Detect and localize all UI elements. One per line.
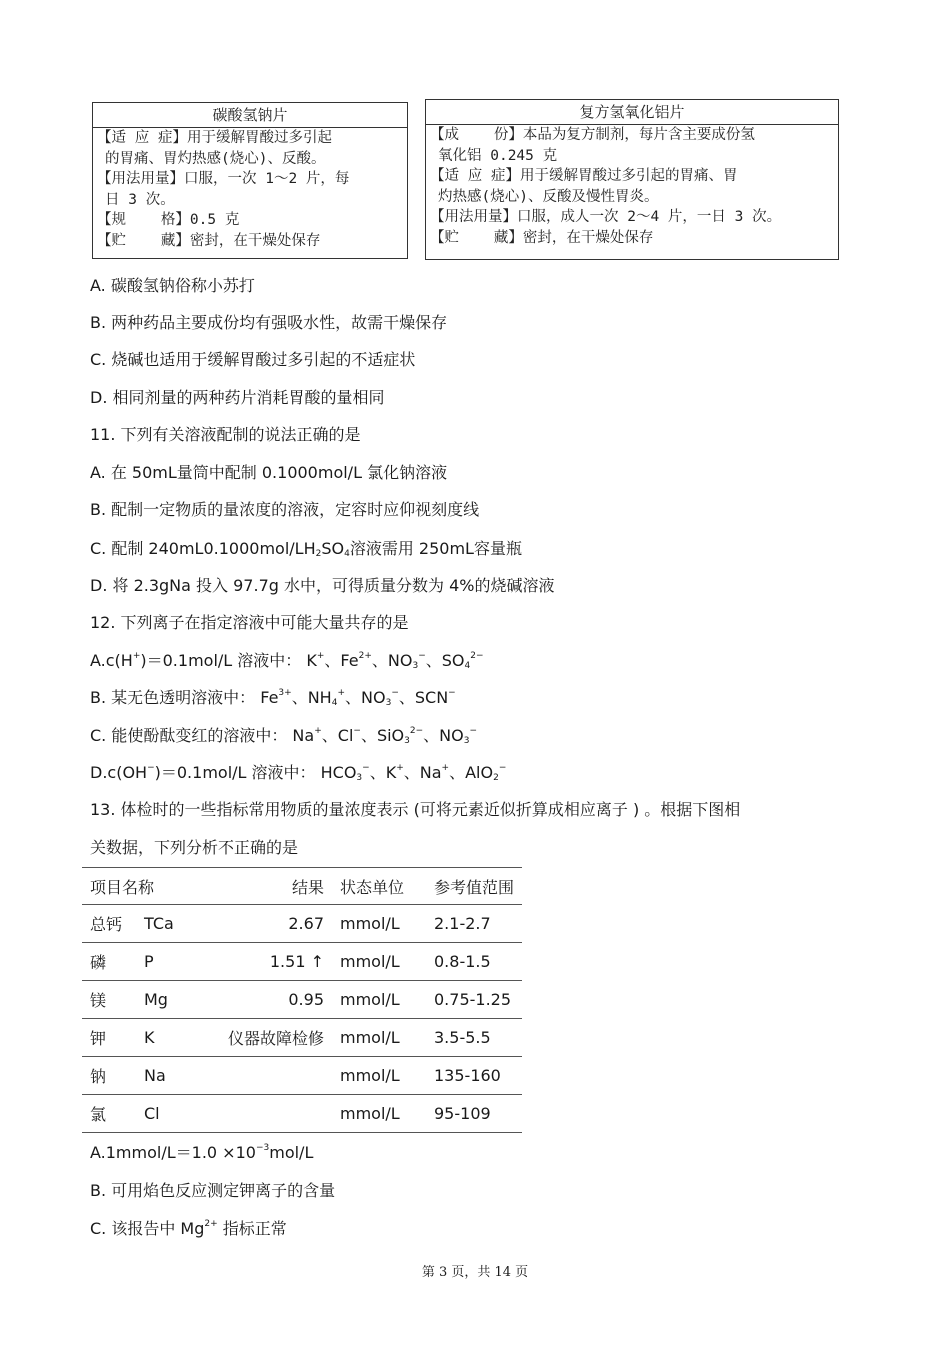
cell: 总钙 (82, 905, 136, 943)
cell: mmol/L (332, 981, 426, 1019)
cell: K (136, 1019, 206, 1057)
q12-stem: 12. 下列离子在指定溶液中可能大量共存的是 (90, 613, 409, 632)
q13-stem-line1: 13. 体检时的一些指标常用物质的量浓度表示 (可将元素近似折算成相应离子 ) 。根据下图相 (90, 800, 741, 819)
q12-option-d: D.c(OH−)＝0.1mol/L 溶液中： $HCO_3^-$、K+、Na+、AlO$_2$− (90, 763, 507, 783)
label-line: 灼热感(烧心)、反酸及慢性胃炎。 (438, 188, 659, 205)
cell: 仪器故障检修 (206, 1019, 332, 1057)
table-row (82, 1095, 522, 1133)
q11-stem: 11. 下列有关溶液配制的说法正确的是 (90, 425, 361, 444)
label-line: 【成 份】本品为复方制剂，每片含主要成份氢 (430, 127, 755, 143)
q10-option-b: B. 两种药品主要成份均有强吸水性，故需干燥保存 (90, 313, 448, 332)
cell: 135-160 (426, 1057, 522, 1095)
cell: mmol/L (332, 1019, 426, 1057)
cell: 钾 (82, 1019, 136, 1057)
cell: mmol/L (332, 905, 426, 943)
q12-option-a: A.c(H+)＝0.1mol/L 溶液中： K+、$Fe^{2+}$、$NO_3^-$、$SO_4^{2-}$ (90, 651, 484, 671)
q12-option-c: C. 能使酚酞变红的溶液中： Na+、Cl−、SiO$_3^{2-}$、$NO_3^-$ (90, 726, 478, 746)
cell: 0.8-1.5 (426, 943, 522, 981)
cell: Cl (136, 1095, 206, 1133)
label-line: 【贮 藏】密封，在干燥处保存 (430, 229, 654, 246)
cell: 0.95 (206, 981, 332, 1019)
cell: P (136, 943, 206, 981)
table-row (82, 943, 522, 981)
label-line: 【用法用量】口服，成人一次 2～4 片，一日 3 次。 (430, 209, 782, 225)
q11-option-a: A. 在 50mL量筒中配制 0.1000mol/L 氯化钠溶液 (90, 463, 448, 482)
header-item-name: 项目名称 (82, 868, 206, 905)
cell: mmol/L (332, 943, 426, 981)
sodium-bicarbonate-label (92, 102, 408, 259)
q10-option-a: A. 碳酸氢钠俗称小苏打 (90, 276, 255, 295)
page-footer: 第 3 页，共 14 页 (421, 1265, 529, 1280)
q11-option-c: C. 配制 $240mL0.1000mol/LH_2SO_4$溶液需用 250mL容量瓶 (90, 539, 522, 559)
table-row (82, 1019, 522, 1057)
cell: 2.67 (206, 905, 332, 943)
lab-results-table (82, 867, 522, 1133)
cell: 磷 (82, 943, 136, 981)
label-line: 日 3 次。 (105, 191, 175, 208)
q13-option-c: C. 该报告中 $Mg^{2+}$ 指标正常 (90, 1219, 287, 1238)
q11-option-d: D. 将 2.3gNa 投入 97.7g 水中，可得质量分数为 4%的烧碱溶液 (90, 576, 555, 595)
cell: 钠 (82, 1057, 136, 1095)
cell (206, 1095, 332, 1133)
q11-option-b: B. 配制一定物质的量浓度的溶液，定容时应仰视刻度线 (90, 500, 480, 519)
label-line: 【适 应 症】用于缓解胃酸过多引起的胃痛、胃 (430, 168, 738, 184)
cell: 1.51 ↑ (206, 943, 332, 981)
cell: Mg (136, 981, 206, 1019)
label-title: 复方氢氧化铝片 (426, 100, 838, 125)
label-line: 氧化铝 0.245 克 (438, 147, 558, 164)
cell: 0.75-1.25 (426, 981, 522, 1019)
cell: 氯 (82, 1095, 136, 1133)
cell: 95-109 (426, 1095, 522, 1133)
q13-stem-line2: 关数据，下列分析不正确的是 (90, 838, 299, 857)
aluminum-hydroxide-label (425, 99, 839, 260)
cell: mmol/L (332, 1095, 426, 1133)
q10-option-c: C. 烧碱也适用于缓解胃酸过多引起的不适症状 (90, 350, 416, 369)
cell (206, 1057, 332, 1095)
label-line: 【贮 藏】密封，在干燥处保存 (97, 232, 321, 249)
table-row (82, 981, 522, 1019)
label-line: 【用法用量】口服，一次 1～2 片，每 (97, 171, 350, 187)
cell: 镁 (82, 981, 136, 1019)
cell: Na (136, 1057, 206, 1095)
cell: 3.5-5.5 (426, 1019, 522, 1057)
cell: 2.1-2.7 (426, 905, 522, 943)
label-line: 【适 应 症】用于缓解胃酸过多引起 (97, 130, 332, 146)
q12-option-b: B. 某无色透明溶液中： $Fe^{3+}$、$NH_4^+$、$NO_3^-$、SCN− (90, 688, 456, 708)
label-line: 的胃痛、胃灼热感(烧心)、反酸。 (105, 150, 326, 167)
cell: TCa (136, 905, 206, 943)
label-title: 碳酸氢钠片 (93, 103, 407, 128)
table-row (82, 905, 522, 943)
header-unit: 状态单位 (332, 868, 426, 905)
cell: mmol/L (332, 1057, 426, 1095)
header-result: 结果 (206, 868, 332, 905)
header-reference: 参考值范围 (426, 868, 522, 905)
label-line: 【规 格】0.5 克 (97, 212, 240, 228)
q10-option-d: D. 相同剂量的两种药片消耗胃酸的量相同 (90, 388, 385, 407)
table-row (82, 1057, 522, 1095)
table-header-row (82, 868, 522, 905)
q13-option-a: A.1mmol/L＝1.0 $\times 10^{-3}mol/L$ (90, 1143, 314, 1162)
q13-option-b: B. 可用焰色反应测定钾离子的含量 (90, 1181, 336, 1200)
